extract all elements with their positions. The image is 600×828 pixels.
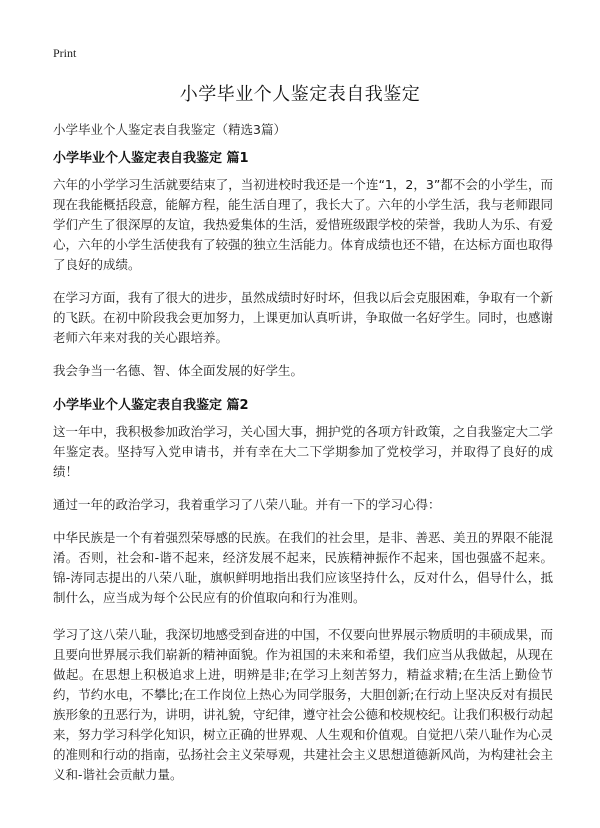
paragraph: 这一年中，我积极参加政治学习，关心国大事，拥护党的各项方针政策，之自我鉴定大二学年鉴定表。坚持写入党申请书，并有幸在大二下学期参加了党校学习，并取得了良好的成绩！ bbox=[53, 424, 554, 479]
paragraph: 通过一年的政治学习，我着重学习了八荣八耻。并有一下的学习心得： bbox=[53, 497, 441, 512]
paragraph: 六年的小学学习生活就要结束了，当初进校时我还是一个连“1，2，3”都不会的小学生，而现在我能概括段意，能解方程，能生活自理了，我长大了。六年的小学生活，我与老师跟同学们产生了很深厚的友谊，我热爱集体的生活，爱惜班级跟学校的荣誉，我助人为乐、有爱心，六年的小学生活使我有了较强的独立生活能力。体育成绩也还不错，在达标方面也取得了良好的成绩。 bbox=[53, 177, 554, 272]
paragraph: 学习了这八荣八耻，我深切地感受到奋进的中国，不仅要向世界展示物质明的丰硕成果，而且要向世界展示我们崭新的精神面貌。作为祖国的未来和希望，我们应当从我做起，从现在做起。在思想上积极追求上进，明辨是非;在学习上刻苦努力，精益求精;在生活上勤俭节约，节约水电，不攀比;在工作岗位上热心为同学服务，大胆创新;在行动上坚决反对有损民族形象的丑恶行为，讲明，讲礼貌，守纪律，遵守社会公德和校规校纪。让我们积极行动起来，努力学习科学化知识，树立正确的世界观、人生观和价值观。自觉把八荣八耻作为心灵的准则和行动的指南，弘扬社会主义荣辱观，共建社会主义思想道德新风尚，为构建社会主义和-谐社会贡献力量。 bbox=[53, 627, 554, 782]
document-body bbox=[53, 147, 553, 796]
print-link[interactable]: Print bbox=[53, 46, 77, 60]
paragraph: 我会争当一名德、智、体全面发展的好学生。 bbox=[53, 363, 304, 378]
page-title: 小学毕业个人鉴定表自我鉴定 bbox=[179, 84, 421, 105]
section-1 bbox=[53, 147, 553, 381]
paragraph: 在学习方面，我有了很大的进步，虽然成绩时好时坏，但我以后会克服困难，争取有一个新的飞跃。在初中阶段我会更加努力，上课更加认真听讲，争取做一名好学生。同时，也感谢老师六年来对我的关心跟培养。 bbox=[53, 290, 554, 345]
document-subtitle: 小学毕业个人鉴定表自我鉴定（精选3篇） bbox=[53, 122, 286, 137]
section-heading: 小学毕业个人鉴定表自我鉴定 篇2 bbox=[53, 398, 249, 413]
section-heading: 小学毕业个人鉴定表自我鉴定 篇1 bbox=[53, 151, 249, 166]
section-2 bbox=[53, 394, 553, 785]
paragraph: 中华民族是一个有着强烈荣辱感的民族。在我们的社会里，是非、善恶、美丑的界限不能混淆。否则，社会和-谐不起来，经济发展不起来，民族精神振作不起来，国也强盛不起来。锦-涛同志提出的八荣八耻，旗帜鲜明地指出我们应该坚持什么，反对什么，倡导什么，抵制什么，应当成为每个公民应有的价值取向和行为准则。 bbox=[53, 530, 554, 605]
